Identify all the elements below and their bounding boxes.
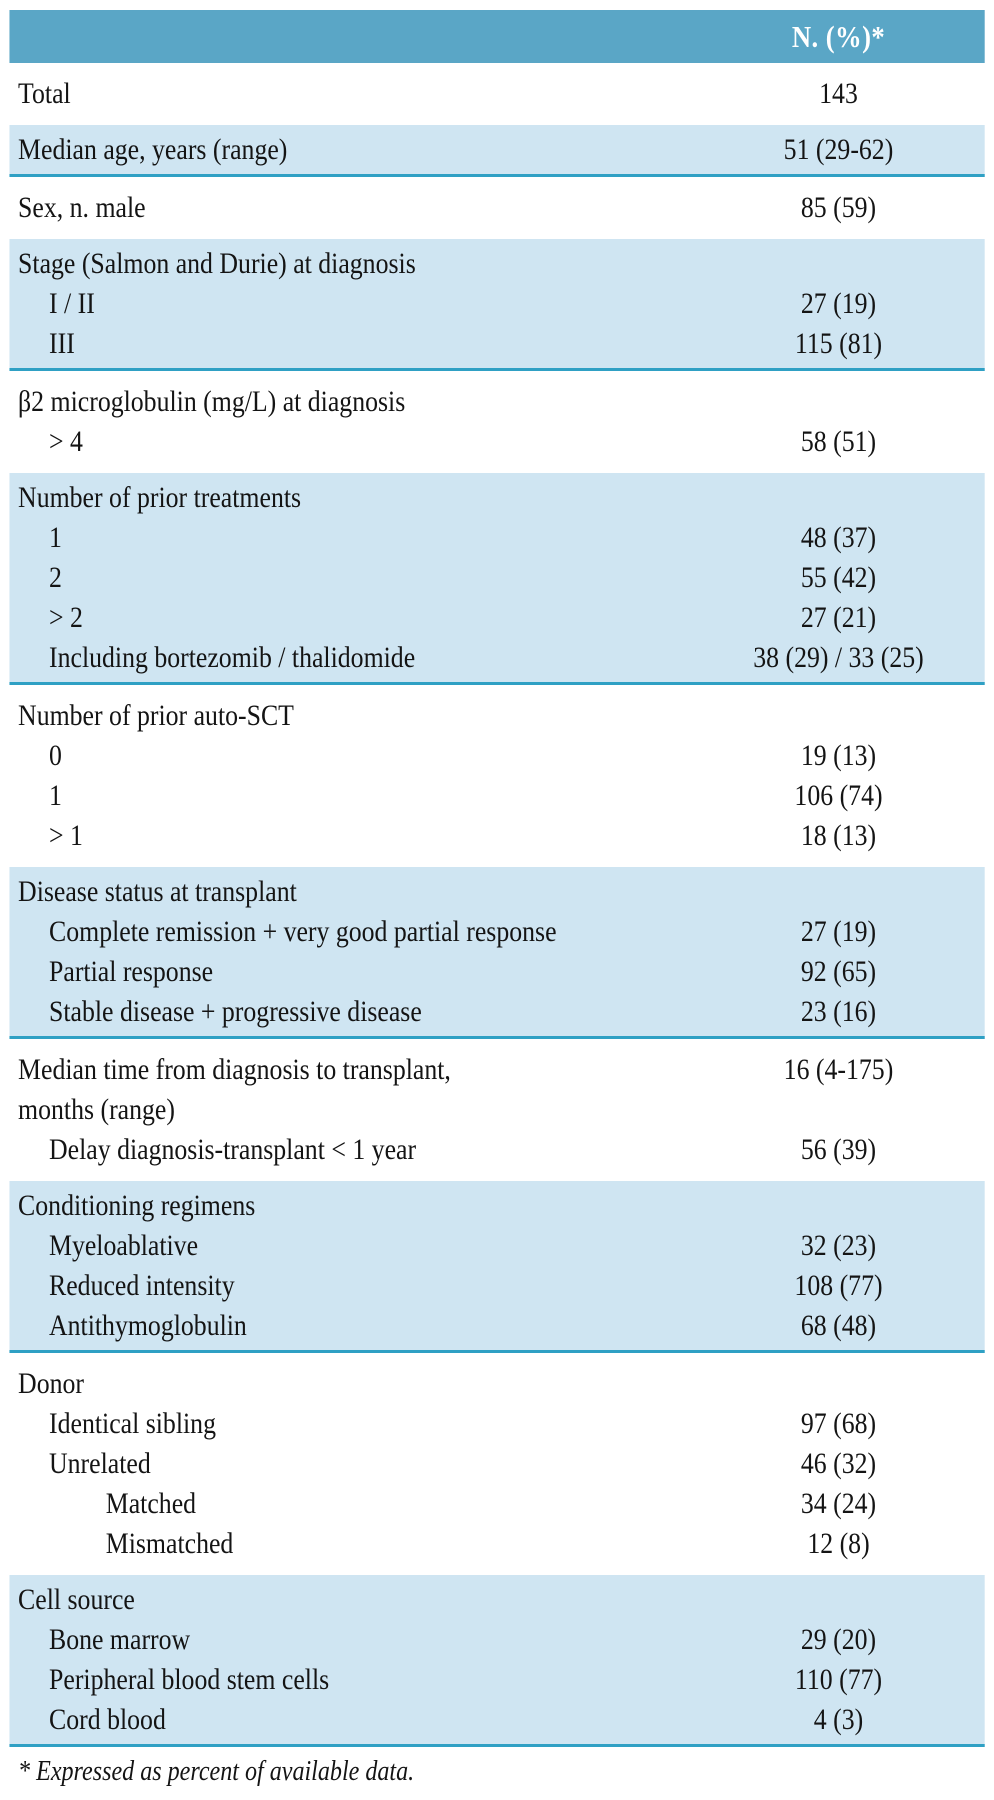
row-label: Conditioning regimens [18, 1189, 256, 1222]
table-section [9, 867, 984, 1039]
row-label: Stage (Salmon and Durie) at diagnosis [18, 247, 416, 280]
row-label: Reduced intensity [49, 1269, 235, 1302]
row-label: Peripheral blood stem cells [49, 1663, 330, 1696]
table-row [9, 696, 984, 736]
row-value: 48 (37) [800, 521, 877, 554]
table-row [9, 598, 984, 638]
row-label: > 4 [49, 425, 83, 458]
table-section [9, 125, 984, 177]
row-value: 115 (81) [794, 327, 883, 360]
row-label: Total [18, 77, 71, 110]
row-value: 143 [819, 77, 858, 110]
row-value: 18 (13) [800, 819, 877, 852]
row-value: 4 (3) [813, 1703, 864, 1736]
table-row [9, 816, 984, 856]
table-row [9, 1130, 984, 1170]
table-row [9, 284, 984, 324]
row-label: Identical sibling [49, 1407, 216, 1440]
row-value: 46 (32) [800, 1447, 877, 1480]
table-row [9, 74, 984, 114]
table-section [9, 1575, 984, 1747]
table-section [9, 239, 984, 371]
table-row [9, 1186, 984, 1226]
row-value: 27 (21) [800, 601, 877, 634]
row-value: 12 (8) [807, 1527, 870, 1560]
table-row [9, 1404, 984, 1444]
row-label: Cord blood [49, 1703, 166, 1736]
row-label: III [49, 327, 75, 360]
table-row [9, 1306, 984, 1346]
table-row [9, 912, 984, 952]
table-row [9, 558, 984, 598]
row-label: 1 [49, 779, 62, 812]
table-section [9, 63, 984, 125]
table-row [9, 638, 984, 678]
row-value: 92 (65) [800, 955, 877, 988]
table-section [9, 685, 984, 867]
row-label: Sex, n. male [18, 191, 146, 224]
row-value: 97 (68) [800, 1407, 877, 1440]
row-value: 85 (59) [800, 191, 877, 224]
row-label: Number of prior treatments [18, 481, 302, 514]
row-label: Bone marrow [49, 1623, 191, 1656]
table-row [9, 1620, 984, 1660]
row-value: 55 (42) [800, 561, 877, 594]
table-row [9, 1226, 984, 1266]
row-label [9, 1050, 692, 1130]
table-section [9, 473, 984, 685]
table-row [9, 324, 984, 364]
table-row [9, 872, 984, 912]
row-label: Antithymoglobulin [49, 1309, 247, 1342]
row-label: > 2 [49, 601, 83, 634]
table-row [9, 130, 984, 170]
row-label: Myeloablative [49, 1229, 199, 1262]
table-section [9, 371, 984, 473]
row-label: Unrelated [49, 1447, 151, 1480]
table-row [9, 736, 984, 776]
row-value: 19 (13) [800, 739, 877, 772]
row-label: Complete remission + very good partial response [49, 915, 557, 948]
row-label-line1: Median time from diagnosis to transplant, [18, 1053, 451, 1086]
row-value: 27 (19) [800, 915, 877, 948]
table-sections [9, 63, 984, 1747]
row-label: Median age, years (range) [18, 133, 288, 166]
row-label: 0 [49, 739, 62, 772]
row-value: 58 (51) [800, 425, 877, 458]
row-label: Mismatched [105, 1527, 234, 1560]
row-value: 32 (23) [800, 1229, 877, 1262]
row-label: Partial response [49, 955, 214, 988]
table-header-band [9, 10, 984, 63]
table-row [9, 952, 984, 992]
row-value: 23 (16) [800, 995, 877, 1028]
table-container [0, 10, 994, 1789]
row-value: 56 (39) [800, 1133, 877, 1166]
row-label: Stable disease + progressive disease [49, 995, 422, 1028]
row-value: 34 (24) [800, 1487, 877, 1520]
table-row [9, 244, 984, 284]
row-value: 38 (29) / 33 (25) [753, 641, 924, 674]
row-value: 108 (77) [794, 1269, 883, 1302]
table-footnote: * Expressed as percent of available data. [18, 1756, 415, 1787]
row-label: Disease status at transplant [18, 875, 297, 908]
row-label: 2 [49, 561, 62, 594]
table-row [9, 518, 984, 558]
table-row [9, 382, 984, 422]
row-label: Delay diagnosis-transplant < 1 year [49, 1133, 417, 1166]
table-row [9, 1266, 984, 1306]
table-section [9, 1039, 984, 1181]
table-row [9, 422, 984, 462]
row-value: 68 (48) [800, 1309, 877, 1342]
row-label-line2: months (range) [18, 1093, 175, 1126]
table-row [9, 776, 984, 816]
column-header-n-percent: N. (%)* [791, 18, 886, 54]
table-row [9, 1700, 984, 1740]
row-value: 106 (74) [794, 779, 883, 812]
row-label: Matched [105, 1487, 197, 1520]
row-label: β2 microglobulin (mg/L) at diagnosis [18, 385, 406, 418]
table-row [9, 1524, 984, 1564]
row-label: 1 [49, 521, 62, 554]
table-row [9, 1444, 984, 1484]
table-row [9, 188, 984, 228]
row-label: Number of prior auto-SCT [18, 699, 294, 732]
table-row [9, 992, 984, 1032]
row-label: Cell source [18, 1583, 135, 1616]
table-row [9, 1580, 984, 1620]
table-section [9, 1353, 984, 1575]
table-row [9, 1660, 984, 1700]
table-section [9, 1181, 984, 1353]
row-label: > 1 [49, 819, 83, 852]
row-label: Including bortezomib / thalidomide [49, 641, 416, 674]
row-value: 16 (4-175) [783, 1053, 894, 1086]
table-row [9, 1484, 984, 1524]
table-row [9, 1050, 984, 1130]
patient-characteristics-table [9, 10, 984, 1789]
table-row [9, 478, 984, 518]
table-section [9, 177, 984, 239]
row-label: Donor [18, 1367, 84, 1400]
row-value: 110 (77) [794, 1663, 883, 1696]
row-value: 29 (20) [800, 1623, 877, 1656]
row-label: I / II [49, 287, 95, 320]
row-value: 51 (29-62) [783, 133, 894, 166]
table-row [9, 1364, 984, 1404]
row-value: 27 (19) [800, 287, 877, 320]
